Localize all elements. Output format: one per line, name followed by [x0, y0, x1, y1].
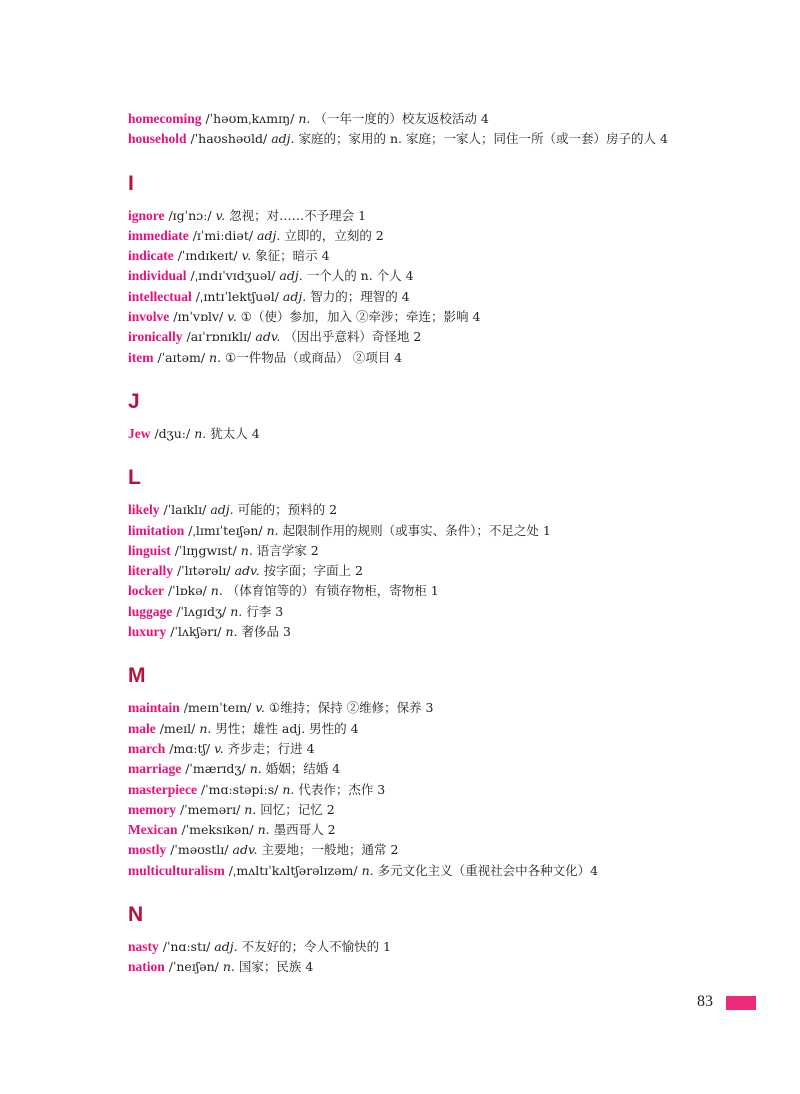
glossary-entry [128, 698, 688, 718]
glossary-entry [128, 622, 688, 642]
definition: 犹太人 4 [210, 425, 260, 441]
glossary-entry [128, 581, 688, 601]
definition: 代表作；杰作 3 [298, 781, 386, 797]
definition: 多元文化主义（重视社会中各种文化）4 [377, 862, 599, 878]
definition: 可能的；预料的 2 [237, 502, 338, 518]
headword: individual [128, 268, 187, 284]
phonetic: /ˈhaʊshəʊld/ [186, 131, 272, 147]
part-of-speech: v. [227, 309, 237, 325]
headword: intellectual [128, 288, 192, 304]
headword: Mexican [128, 822, 178, 838]
headword: linguist [128, 542, 171, 558]
definition: 象征；暗示 4 [255, 248, 330, 264]
headword: ironically [128, 329, 183, 345]
phonetic: /ˈmɑːstəpiːs/ [196, 781, 283, 797]
glossary-entry [128, 759, 688, 779]
phonetic: /ˈlaɪklɪ/ [159, 502, 211, 518]
phonetic: /ˈmeksɪkən/ [177, 822, 258, 838]
glossary-list [128, 109, 688, 978]
headword: likely [128, 502, 160, 518]
glossary-entry [128, 500, 688, 520]
section-letter-heading: J [128, 389, 140, 413]
headword: luxury [128, 624, 167, 640]
definition: 语言学家 2 [256, 542, 319, 558]
headword: locker [128, 583, 164, 599]
definition: 忽视；对……不予理会 1 [229, 207, 367, 223]
glossary-entry [128, 541, 688, 561]
glossary-entry [128, 957, 688, 977]
glossary-entry [128, 861, 688, 881]
definition: 智力的；理智的 4 [310, 288, 410, 304]
part-of-speech: n. [199, 720, 212, 736]
glossary-group [128, 903, 688, 978]
headword: household [128, 131, 187, 147]
definition: 回忆；记忆 2 [260, 801, 335, 817]
definition: 行李 3 [246, 603, 284, 619]
definition: 不友好的；令人不愉快的 1 [241, 939, 392, 955]
part-of-speech: n. [298, 111, 311, 126]
phonetic: /aɪˈrɒnɪklɪ/ [182, 329, 256, 345]
phonetic: /ˈɪndɪkeɪt/ [173, 248, 242, 264]
glossary-entry [128, 800, 688, 820]
phonetic: /ɪgˈnɔː/ [164, 207, 216, 223]
glossary-entry [128, 226, 688, 246]
glossary-group [128, 109, 688, 150]
definition: ①维持；保持 ②维修；保养 3 [268, 700, 434, 716]
definition: 按字面；字面上 2 [263, 563, 364, 579]
phonetic: /ˈlʌkʃərɪ/ [166, 624, 226, 640]
glossary-entry [128, 287, 688, 307]
definition: 主要地；一般地；通常 2 [261, 842, 399, 858]
definition: ①（使）参加，加入 ②牵涉；牵连；影响 4 [240, 309, 481, 325]
part-of-speech: adj. [282, 288, 307, 304]
page-number: 83 [697, 993, 713, 1010]
phonetic: /ˈlɪŋgwɪst/ [170, 542, 241, 558]
definition: （一年一度的）校友返校活动 4 [314, 111, 489, 126]
glossary-entry [128, 602, 688, 622]
definition: 婚姻；结婚 4 [265, 761, 341, 777]
definition: 奢侈品 3 [241, 624, 291, 640]
definition: 立即的，立刻的 2 [284, 227, 384, 243]
headword: ignore [128, 207, 165, 223]
definition: ①一件物品（或商品） ②项目 4 [225, 349, 403, 365]
phonetic: /ˈmemərɪ/ [175, 801, 245, 817]
part-of-speech: n. [361, 862, 374, 878]
glossary-entry [128, 109, 688, 129]
phonetic: /ɪnˈvɒlv/ [169, 309, 228, 325]
section-letter-heading: M [128, 664, 146, 688]
part-of-speech: adj. [257, 227, 281, 243]
part-of-speech: n. [210, 583, 223, 599]
headword: immediate [128, 227, 189, 243]
glossary-entry [128, 780, 688, 800]
definition: 男性；雄性 adj. 男性的 4 [215, 720, 359, 736]
glossary-entry [128, 246, 688, 266]
phonetic: /ˈnɑːstɪ/ [158, 939, 215, 955]
headword: indicate [128, 248, 174, 264]
phonetic: /ˈaɪtəm/ [153, 349, 210, 365]
glossary-group [128, 664, 688, 881]
part-of-speech: n. [194, 425, 207, 441]
part-of-speech: n. [244, 801, 257, 817]
part-of-speech: n. [222, 959, 235, 975]
phonetic: /ˈməʊstlɪ/ [166, 842, 233, 858]
headword: Jew [128, 425, 151, 441]
glossary-group [128, 390, 688, 444]
phonetic: /mɑːtʃ/ [165, 740, 215, 756]
section-letter-heading: I [128, 171, 134, 195]
section-letter-heading: N [128, 903, 144, 927]
part-of-speech: n. [282, 781, 295, 797]
headword: march [128, 740, 166, 756]
headword: memory [128, 801, 176, 817]
headword: item [128, 349, 154, 365]
headword: marriage [128, 761, 182, 777]
part-of-speech: n. [240, 542, 253, 558]
definition: 起限制作用的规则（或事实、条件）；不足之处 1 [282, 522, 551, 538]
glossary-entry [128, 739, 688, 759]
section-letter-heading: L [128, 466, 141, 490]
glossary-entry [128, 840, 688, 860]
glossary-entry [128, 561, 688, 581]
phonetic: /ˈhəʊmˌkʌmɪŋ/ [201, 111, 299, 126]
part-of-speech: n. [257, 822, 270, 838]
phonetic: /ɪˈmiːdiət/ [188, 227, 258, 243]
definition: （因出乎意料）奇怪地 2 [284, 329, 422, 345]
part-of-speech: v. [215, 207, 226, 223]
definition: （体育馆等的）有锁存物柜，寄物柜 1 [226, 583, 439, 599]
part-of-speech: adv. [232, 842, 258, 858]
definition: 墨西哥人 2 [273, 822, 336, 838]
headword: multiculturalism [128, 862, 225, 878]
part-of-speech: n. [225, 624, 238, 640]
phonetic: /meɪl/ [155, 720, 200, 736]
glossary-entry [128, 348, 688, 368]
page-tab-marker [726, 996, 756, 1010]
headword: mostly [128, 842, 167, 858]
phonetic: /ˈlɒkə/ [164, 583, 211, 599]
part-of-speech: n. [266, 522, 279, 538]
glossary-entry [128, 327, 688, 347]
glossary-entry [128, 937, 688, 957]
phonetic: /ˌɪndɪˈvɪdʒuəl/ [186, 268, 280, 284]
glossary-entry [128, 266, 688, 286]
part-of-speech: n. [209, 349, 222, 365]
glossary-entry [128, 424, 688, 444]
part-of-speech: n. [230, 603, 243, 619]
part-of-speech: adj. [271, 131, 295, 147]
glossary-entry [128, 129, 688, 149]
glossary-entry [128, 719, 688, 739]
headword: limitation [128, 522, 185, 538]
phonetic: /ˈneɪʃən/ [164, 959, 223, 975]
phonetic: /ˈlɪtərəlɪ/ [172, 563, 235, 579]
headword: nation [128, 959, 165, 975]
definition: 齐步走；行进 4 [227, 740, 315, 756]
definition: 一个人的 n. 个人 4 [306, 268, 414, 284]
phonetic: /meɪnˈteɪn/ [179, 700, 256, 716]
definition: 家庭的；家用的 n. 家庭；一家人；同住一所（或一套）房子的人 4 [298, 131, 668, 147]
headword: literally [128, 563, 173, 579]
part-of-speech: v. [214, 740, 224, 756]
glossary-entry [128, 206, 688, 226]
headword: male [128, 720, 156, 736]
glossary-entry [128, 521, 688, 541]
headword: nasty [128, 939, 159, 955]
headword: masterpiece [128, 781, 197, 797]
glossary-group [128, 466, 688, 642]
phonetic: /ˈlʌgɪdʒ/ [172, 603, 231, 619]
glossary-entry [128, 820, 688, 840]
part-of-speech: v. [255, 700, 265, 716]
phonetic: /ˌɪntɪˈlektʃuəl/ [191, 288, 283, 304]
headword: luggage [128, 603, 173, 619]
headword: maintain [128, 700, 180, 716]
part-of-speech: adv. [234, 563, 260, 579]
definition: 国家；民族 4 [238, 959, 314, 975]
part-of-speech: adv. [255, 329, 281, 345]
headword: involve [128, 309, 170, 325]
phonetic: /ˌmʌltɪˈkʌltʃərəlɪzəm/ [224, 862, 362, 878]
part-of-speech: adj. [214, 939, 238, 955]
part-of-speech: n. [249, 761, 262, 777]
glossary-entry [128, 307, 688, 327]
part-of-speech: v. [241, 248, 252, 264]
part-of-speech: adj. [279, 268, 303, 284]
part-of-speech: adj. [210, 502, 234, 518]
phonetic: /ˈmærɪdʒ/ [181, 761, 250, 777]
phonetic: /dʒuː/ [150, 425, 195, 441]
phonetic: /ˌlɪmɪˈteɪʃən/ [184, 522, 267, 538]
glossary-group [128, 172, 688, 368]
headword: homecoming [128, 111, 202, 126]
